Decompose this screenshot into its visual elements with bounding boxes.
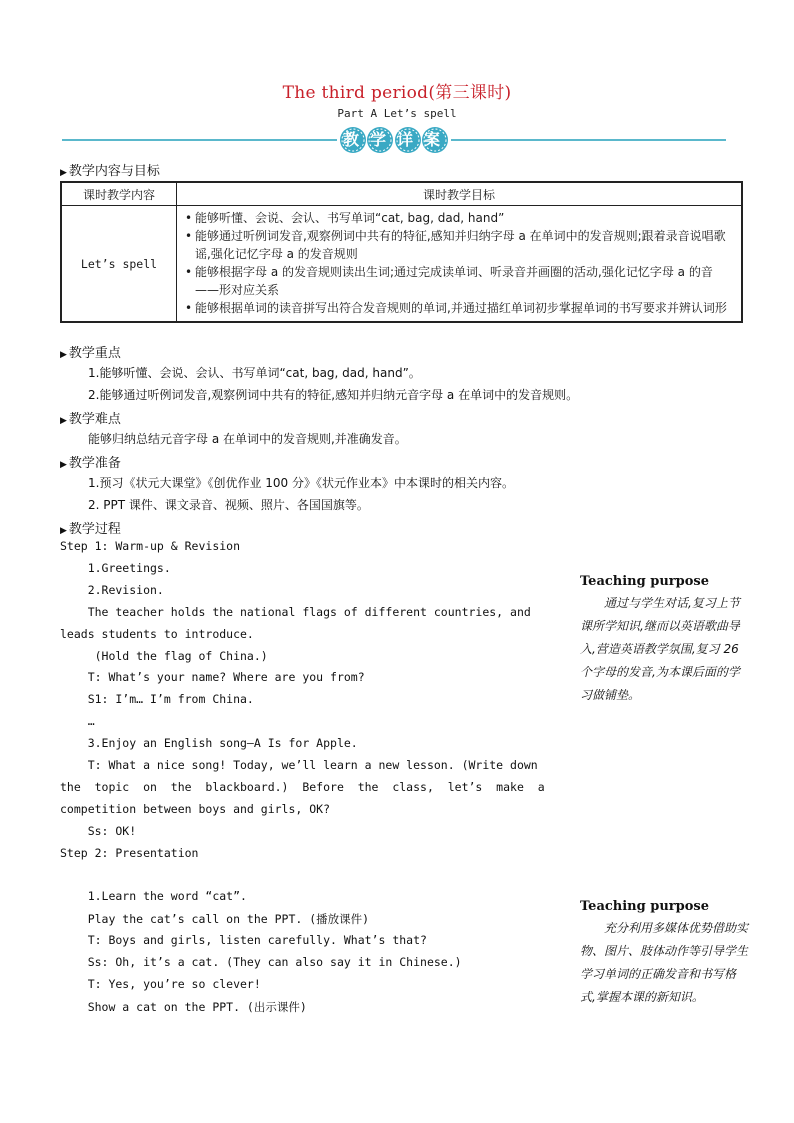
keypoint-item: 1.能够听懂、会说、会认、书写单词“cat, bag, dad, hand”。 <box>88 366 421 380</box>
process-line: … <box>60 714 95 729</box>
page-subtitle: Part A Let’s spell <box>337 107 457 120</box>
goals-table <box>60 181 743 323</box>
process-line: the topic on the blackboard.) Before the class, let’s make a <box>60 779 545 794</box>
keypoint-item: 2.能够通过听例词发音,观察例词中共有的特征,感知并归纳元音字母 a 在单词中的发音规则。 <box>88 388 579 402</box>
process-line: 2.Revision. <box>60 582 164 597</box>
process-line: T: What’s your name? Where are you from? <box>60 670 365 685</box>
triangle-bullet-icon: ▶ <box>60 168 67 178</box>
section-banner <box>337 126 451 154</box>
process-line: S1: I’m… I’m from China. <box>60 692 254 707</box>
side-note-heading: Teaching purpose <box>580 899 709 914</box>
process-line: T: What a nice song! Today, we’ll learn a new lesson. (Write down <box>60 758 538 772</box>
table-cell-lesson: Let’s spell <box>61 206 177 323</box>
table-header-goals: 课时教学目标 <box>177 182 743 206</box>
process-line: competition between boys and girls, OK? <box>60 801 331 816</box>
difficulty-text: 能够归纳总结元音字母 a 在单词中的发音规则,并准确发音。 <box>88 432 407 446</box>
section-heading-process: ▶ 教学过程 <box>60 522 121 537</box>
triangle-bullet-icon: ▶ <box>60 350 67 360</box>
section-heading-text: 教学内容与目标 <box>68 164 160 179</box>
banner-label: 教学详案 <box>343 130 452 149</box>
process-line: 1.Greetings. <box>60 560 171 575</box>
process-line: Step 1: Warm-up & Revision <box>60 539 241 553</box>
process-line: Ss: Oh, it’s a cat. (They can also say it in Chinese.) <box>60 955 462 970</box>
table-header-row <box>61 182 742 206</box>
preparation-item: 1.预习《状元大课堂》《创优作业 100 分》《状元作业本》中本课时的相关内容。 <box>88 476 514 490</box>
list-item: • 能够根据字母 a 的发音规则读出生词;通过完成读单词、听录音并画圈的活动,强化记忆字母 a 的音——形对应关系 <box>185 265 713 297</box>
section-heading-goals <box>60 160 160 179</box>
list-item: • 能够通过听例词发音,观察例词中共有的特征,感知并归纳字母 a 在单词中的发音规则;跟着录音说唱歌谣,强化记忆字母 a 的发音规则 <box>185 229 726 261</box>
process-line: T: Yes, you’re so clever! <box>60 977 261 991</box>
process-line: (Hold the flag of China.) <box>60 648 268 663</box>
process-line: 1.Learn the word “cat”. <box>60 889 247 904</box>
section-heading-keypoints: ▶ 教学重点 <box>60 346 121 361</box>
triangle-bullet-icon: ▶ <box>60 526 67 536</box>
process-line: 3.Enjoy an English song—A Is for Apple. <box>60 736 358 751</box>
process-line: leads students to introduce. <box>60 626 254 641</box>
process-line: Play the cat’s call on the PPT. (播放课件) <box>60 912 370 927</box>
process-line: Show a cat on the PPT. (出示课件) <box>60 999 307 1014</box>
process-line: The teacher holds the national flags of different countries, and <box>60 604 531 619</box>
process-line: T: Boys and girls, listen carefully. What’s that? <box>60 933 427 948</box>
side-note-text: 通过与学生对话,复习上节课所学知识,继而以英语歌曲导入,营造英语教学氛围,复习 26 个字母的发音,为本课后面的学习做铺垫。 <box>580 596 740 702</box>
side-note-heading: Teaching purpose <box>580 574 709 589</box>
triangle-bullet-icon: ▶ <box>60 460 67 470</box>
process-line: Ss: OK! <box>60 823 137 838</box>
section-heading-difficulty: ▶ 教学难点 <box>60 412 121 427</box>
page-title: The third period(第三课时) <box>282 83 512 103</box>
list-item: • 能够听懂、会说、会认、书写单词“cat, bag, dad, hand” <box>185 211 505 225</box>
goals-list <box>177 206 743 323</box>
table-header-content: 课时教学内容 <box>61 182 177 206</box>
table-row <box>61 206 742 323</box>
preparation-item: 2. PPT 课件、课文录音、视频、照片、各国国旗等。 <box>88 498 369 512</box>
side-note-text: 充分利用多媒体优势借助实物、图片、肢体动作等引导学生学习单词的正确发音和书写格式,掌握本课的新知识。 <box>580 921 749 1004</box>
process-line: Step 2: Presentation <box>60 845 199 860</box>
triangle-bullet-icon: ▶ <box>60 416 67 426</box>
list-item: • 能够根据单词的读音拼写出符合发音规则的单词,并通过描红单词初步掌握单词的书写要求并辨认词形 <box>185 301 727 315</box>
section-heading-preparation: ▶ 教学准备 <box>60 456 121 471</box>
